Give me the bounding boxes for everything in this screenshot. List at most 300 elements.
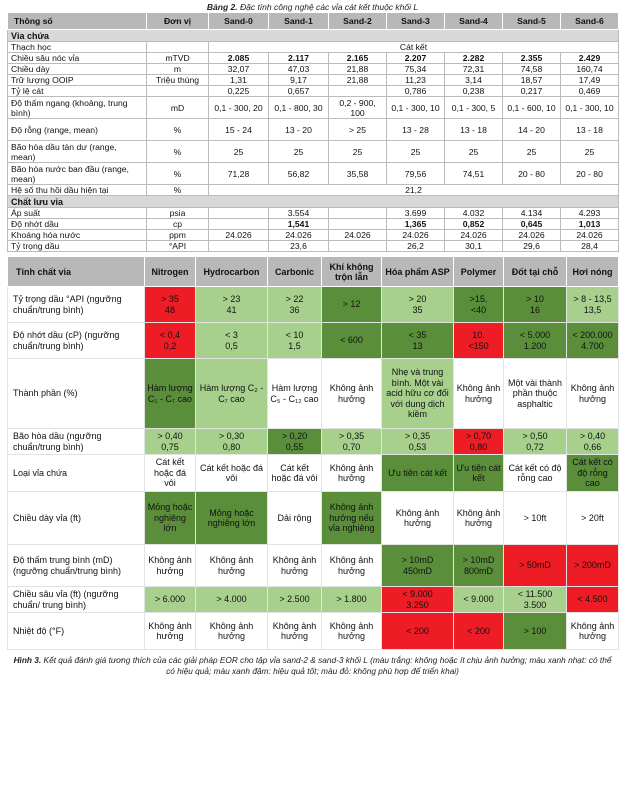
rating-cell xyxy=(196,429,268,455)
table-row xyxy=(8,141,619,163)
value-cell: 25 xyxy=(561,141,619,163)
rating-text: < 600 xyxy=(340,335,363,346)
value-cell: 56,82 xyxy=(269,163,329,185)
rating-text: < 0,4 0,2 xyxy=(159,330,181,351)
rating-cell xyxy=(145,455,196,492)
value-cell xyxy=(329,86,387,97)
rating-text: < 5.000 1.200 xyxy=(519,330,551,351)
table-row xyxy=(8,219,619,230)
eor-row xyxy=(8,545,619,587)
unit-cell: ppm xyxy=(147,230,209,241)
property-cell: Loại vỉa chứa xyxy=(8,455,145,492)
value-cell: 0,1 - 300, 10 xyxy=(561,97,619,119)
value-cell: 2.355 xyxy=(503,53,561,64)
param-cell: Tỷ trọng dầu xyxy=(8,241,147,252)
value-cell xyxy=(209,219,269,230)
unit-cell: °API xyxy=(147,241,209,252)
value-cell: 35,58 xyxy=(329,163,387,185)
unit-cell: Triệu thùng xyxy=(147,75,209,86)
property-cell: Nhiệt độ (°F) xyxy=(8,613,145,650)
value-cell: 0,1 - 600, 10 xyxy=(503,97,561,119)
rating-text: Cát kết có độ rỗng cao xyxy=(508,462,562,483)
rating-cell xyxy=(268,455,322,492)
rating-cell xyxy=(322,587,382,613)
column-header: Sand-5 xyxy=(503,13,561,30)
column-header: Thông số xyxy=(8,13,147,30)
section-title: Vỉa chứa xyxy=(8,30,619,42)
rating-cell xyxy=(322,287,382,323)
rating-text: > 10mD 450mD xyxy=(401,555,434,576)
value-cell: 1,365 xyxy=(387,219,445,230)
rating-cell xyxy=(268,429,322,455)
value-cell: 74,51 xyxy=(445,163,503,185)
value-cell: 17,49 xyxy=(561,75,619,86)
rating-cell xyxy=(454,492,504,545)
rating-cell xyxy=(268,359,322,429)
section-row xyxy=(8,196,619,208)
table-header-row xyxy=(8,13,619,30)
unit-cell xyxy=(147,42,209,53)
value-cell: 4.032 xyxy=(445,208,503,219)
param-cell: Chiều dày xyxy=(8,64,147,75)
rating-text: > 0,35 0,53 xyxy=(404,431,431,452)
rating-cell xyxy=(268,287,322,323)
unit-cell: psia xyxy=(147,208,209,219)
value-cell: 24.026 xyxy=(503,230,561,241)
property-cell: Bão hòa dầu (ngưỡng chuẩn/trung bình) xyxy=(8,429,145,455)
value-cell: 21,88 xyxy=(329,75,387,86)
rating-cell xyxy=(382,492,454,545)
eor-screening-table xyxy=(7,256,619,650)
rating-cell xyxy=(567,587,619,613)
rating-cell xyxy=(504,613,567,650)
rating-text: >15. <40 xyxy=(469,294,488,315)
value-cell: 13 - 18 xyxy=(561,119,619,141)
value-cell: 13 - 28 xyxy=(387,119,445,141)
rating-cell xyxy=(454,613,504,650)
rating-cell xyxy=(268,545,322,587)
rating-cell xyxy=(454,455,504,492)
rating-text: Ưu tiên cát kết xyxy=(456,462,501,483)
table-row xyxy=(8,75,619,86)
rating-text: > 0,50 0,72 xyxy=(522,431,548,452)
value-cell: 26,2 xyxy=(387,241,445,252)
rating-cell xyxy=(196,613,268,650)
value-cell: 0,1 - 300, 10 xyxy=(387,97,445,119)
rating-text: Hàm lượng C₂ - C₇ cao xyxy=(199,383,264,404)
table-row xyxy=(8,53,619,64)
param-cell: Thạch học xyxy=(8,42,147,53)
rating-text: > 2.500 xyxy=(279,594,310,605)
rating-cell xyxy=(567,287,619,323)
value-cell: 0,217 xyxy=(503,86,561,97)
rating-cell xyxy=(382,323,454,359)
value-cell: 20 - 80 xyxy=(561,163,619,185)
rating-text: > 0,40 0,75 xyxy=(157,431,183,452)
rating-text: Nhẹ và trung bình. Một vài acid hữu cơ đối với dung dịch kiềm xyxy=(386,367,449,420)
value-cell: 24.026 xyxy=(209,230,269,241)
eor-row xyxy=(8,429,619,455)
unit-cell: m xyxy=(147,64,209,75)
rating-text: Không ảnh hưởng xyxy=(148,555,192,576)
rating-cell xyxy=(567,455,619,492)
value-cell: 0,657 xyxy=(269,86,329,97)
value-cell: 28,4 xyxy=(561,241,619,252)
column-header: Sand-1 xyxy=(269,13,329,30)
rating-cell xyxy=(454,323,504,359)
value-cell: Cát kết xyxy=(209,42,619,53)
rating-cell xyxy=(196,587,268,613)
rating-text: > 35 48 xyxy=(161,294,179,315)
rating-cell xyxy=(454,545,504,587)
eor-column-header: Đốt tại chỗ xyxy=(504,257,567,287)
param-cell: Độ rỗng (range, mean) xyxy=(8,119,147,141)
column-header: Đơn vị xyxy=(147,13,209,30)
rating-text: > 20 35 xyxy=(408,294,427,315)
rating-cell xyxy=(382,429,454,455)
figure-caption-label: Hình 3. xyxy=(13,655,42,665)
rating-text: Không ảnh hưởng xyxy=(272,620,317,641)
rating-cell xyxy=(268,492,322,545)
rating-cell xyxy=(382,545,454,587)
value-cell: 25 xyxy=(445,141,503,163)
rating-cell xyxy=(567,359,619,429)
value-cell: 4.134 xyxy=(503,208,561,219)
rating-cell xyxy=(196,545,268,587)
value-cell: 3,14 xyxy=(445,75,503,86)
column-header: Sand-4 xyxy=(445,13,503,30)
eor-row xyxy=(8,613,619,650)
rating-cell xyxy=(382,613,454,650)
param-cell: Hệ số thu hồi dầu hiện tại xyxy=(8,185,147,196)
rating-cell xyxy=(322,545,382,587)
value-cell xyxy=(329,241,387,252)
value-cell: 72,31 xyxy=(445,64,503,75)
rating-text: > 10mD 800mD xyxy=(462,555,495,576)
rating-text: Không ảnh hưởng xyxy=(329,462,374,483)
value-cell: 24.026 xyxy=(561,230,619,241)
value-cell: 18,57 xyxy=(503,75,561,86)
rating-cell xyxy=(145,287,196,323)
eor-row xyxy=(8,587,619,613)
rating-text: Không ảnh hưởng xyxy=(209,620,254,641)
value-cell: 2.282 xyxy=(445,53,503,64)
table-row xyxy=(8,163,619,185)
value-cell xyxy=(329,208,387,219)
table-row xyxy=(8,86,619,97)
value-cell: 2.085 xyxy=(209,53,269,64)
rating-text: Mỏng hoặc nghiêng lớn xyxy=(207,507,256,528)
property-cell: Độ thấm trung bình (mD) (ngưỡng chuẩn/trung bình) xyxy=(8,545,145,587)
value-cell: 25 xyxy=(387,141,445,163)
eor-column-header: Hơi nóng xyxy=(567,257,619,287)
rating-text: > 0,30 0,80 xyxy=(218,431,245,452)
rating-cell xyxy=(196,287,268,323)
eor-column-header: Nitrogen xyxy=(145,257,196,287)
column-header: Sand-2 xyxy=(329,13,387,30)
rating-cell xyxy=(196,492,268,545)
rating-text: < 200.000 4.700 xyxy=(572,330,613,351)
rating-text: > 22 36 xyxy=(285,294,304,315)
property-cell: Độ nhớt dầu (cP) (ngưỡng chuẩn/trung bình) xyxy=(8,323,145,359)
rating-text: Hàm lượng C₁ - C₇ cao xyxy=(147,383,193,404)
rating-cell xyxy=(145,359,196,429)
table-row xyxy=(8,230,619,241)
unit-cell: % xyxy=(147,141,209,163)
rating-text: Cát kết hoặc đá vôi xyxy=(271,462,318,483)
rating-text: > 10 16 xyxy=(526,294,544,315)
rating-text: Cát kết có độ rỗng cao xyxy=(572,457,613,489)
value-cell: 4.293 xyxy=(561,208,619,219)
rating-cell xyxy=(504,492,567,545)
rating-text: < 9.000 xyxy=(463,594,494,605)
rating-cell xyxy=(454,429,504,455)
rating-text: Dải rộng xyxy=(277,512,312,523)
rating-cell xyxy=(504,545,567,587)
rating-text: > 0,35 0,70 xyxy=(338,431,365,452)
value-cell: 0,238 xyxy=(445,86,503,97)
value-cell: 0,645 xyxy=(503,219,561,230)
rating-text: < 11.500 3.500 xyxy=(517,589,553,610)
rating-cell xyxy=(567,492,619,545)
rating-cell xyxy=(322,323,382,359)
value-cell: 74,58 xyxy=(503,64,561,75)
rating-text: Không ảnh hưởng xyxy=(570,620,615,641)
rating-cell xyxy=(322,359,382,429)
rating-text: > 20ft xyxy=(581,512,604,523)
rating-cell xyxy=(382,587,454,613)
rating-cell xyxy=(504,587,567,613)
eor-row xyxy=(8,455,619,492)
rating-cell xyxy=(454,287,504,323)
param-cell: Áp suất xyxy=(8,208,147,219)
table-caption-text: Đặc tính công nghệ các vỉa cát kết thuộc khối L xyxy=(239,2,419,12)
rating-cell xyxy=(196,359,268,429)
value-cell: 25 xyxy=(209,141,269,163)
rating-cell xyxy=(145,492,196,545)
rating-text: Hàm lượng C₅ - C₁₂ cao xyxy=(270,383,319,404)
rating-cell xyxy=(504,359,567,429)
eor-header-row xyxy=(8,257,619,287)
value-cell: 0,852 xyxy=(445,219,503,230)
table-row xyxy=(8,119,619,141)
rating-cell xyxy=(382,287,454,323)
rating-text: 10. <150 xyxy=(468,330,489,351)
table-caption xyxy=(0,0,625,12)
eor-column-header: Tính chất vỉa xyxy=(8,257,145,287)
value-cell: 0,225 xyxy=(209,86,269,97)
rating-text: > 50mD xyxy=(519,560,551,571)
value-cell: 47,03 xyxy=(269,64,329,75)
value-cell: 13 - 20 xyxy=(269,119,329,141)
column-header: Sand-6 xyxy=(561,13,619,30)
value-cell: 20 - 80 xyxy=(503,163,561,185)
rating-text: Mỏng hoặc nghiêng lớn xyxy=(147,502,193,534)
rating-text: < 9.000 3.250 xyxy=(402,589,433,610)
rating-cell xyxy=(196,455,268,492)
param-cell: Trữ lượng OOIP xyxy=(8,75,147,86)
rating-text: > 6.000 xyxy=(154,594,186,605)
rating-cell xyxy=(567,545,619,587)
param-cell: Bão hòa nước ban đầu (range, mean) xyxy=(8,163,147,185)
value-cell: 11,23 xyxy=(387,75,445,86)
rating-cell xyxy=(145,613,196,650)
rating-cell xyxy=(322,429,382,455)
rating-text: Không ảnh hưởng xyxy=(570,383,615,404)
rating-text: Không ảnh hưởng xyxy=(456,383,501,404)
value-cell: 3.554 xyxy=(269,208,329,219)
property-cell: Tỷ trọng dầu °API (ngưỡng chuẩn/trung bình) xyxy=(8,287,145,323)
value-cell: 2.165 xyxy=(329,53,387,64)
rating-text: > 1.800 xyxy=(336,594,367,605)
table-row xyxy=(8,97,619,119)
eor-column-header: Khí không trộn lẫn xyxy=(322,257,382,287)
rating-cell xyxy=(145,545,196,587)
rating-text: Không ảnh hưởng xyxy=(395,507,440,528)
value-cell: 1,013 xyxy=(561,219,619,230)
param-cell: Độ thấm ngang (khoảng, trung bình) xyxy=(8,97,147,119)
rating-text: Không ảnh hưởng xyxy=(272,555,317,576)
unit-cell: cp xyxy=(147,219,209,230)
reservoir-properties-table xyxy=(7,12,619,252)
value-cell: 24.026 xyxy=(329,230,387,241)
param-cell: Độ nhớt dầu xyxy=(8,219,147,230)
rating-text: < 200 xyxy=(406,625,429,636)
property-cell: Chiều sâu vỉa (ft) (ngưỡng chuẩn/ trung bình) xyxy=(8,587,145,613)
value-cell xyxy=(329,219,387,230)
value-cell: 30,1 xyxy=(445,241,503,252)
value-cell: 14 - 20 xyxy=(503,119,561,141)
value-cell: 24.026 xyxy=(269,230,329,241)
eor-column-header: Carbonic xyxy=(268,257,322,287)
rating-text: Không ảnh hưởng xyxy=(148,620,192,641)
eor-column-header: Hydrocarbon xyxy=(196,257,268,287)
value-cell: 15 - 24 xyxy=(209,119,269,141)
param-cell: Khoáng hóa nước xyxy=(8,230,147,241)
section-row xyxy=(8,30,619,42)
value-cell: 21,2 xyxy=(209,185,619,196)
rating-text: Ưu tiên cát kết xyxy=(388,467,447,478)
figure-caption-text: Kết quả đánh giá tương thích của các giải pháp EOR cho tập vỉa sand-2 & sand-3 khối L (màu trắng: không hoặc ít chịu ảnh hưởng; màu xanh nhạt: có thể có hiệu quả; màu xanh đậm: hiệu quả tốt; màu đỏ: không phù hợp để triển khai) xyxy=(43,655,612,676)
rating-cell xyxy=(504,287,567,323)
rating-text: > 4.000 xyxy=(216,594,247,605)
value-cell: 23,6 xyxy=(269,241,329,252)
value-cell: 29,6 xyxy=(503,241,561,252)
table-row xyxy=(8,185,619,196)
rating-cell xyxy=(145,323,196,359)
rating-text: > 0,20 0,55 xyxy=(281,431,308,452)
property-cell: Chiều dày vỉa (ft) xyxy=(8,492,145,545)
unit-cell: % xyxy=(147,163,209,185)
value-cell: 24.026 xyxy=(387,230,445,241)
value-cell: 21,88 xyxy=(329,64,387,75)
table-row xyxy=(8,241,619,252)
rating-cell xyxy=(268,613,322,650)
rating-cell xyxy=(454,359,504,429)
rating-cell xyxy=(504,323,567,359)
value-cell: 24.026 xyxy=(445,230,503,241)
rating-cell xyxy=(322,455,382,492)
value-cell: 0,2 - 900, 100 xyxy=(329,97,387,119)
rating-text: > 200mD xyxy=(574,560,611,571)
column-header: Sand-0 xyxy=(209,13,269,30)
unit-cell: % xyxy=(147,119,209,141)
rating-cell xyxy=(145,587,196,613)
param-cell: Tỷ lệ cát xyxy=(8,86,147,97)
value-cell: 32,07 xyxy=(209,64,269,75)
value-cell: 9,17 xyxy=(269,75,329,86)
param-cell: Chiều sâu nóc vỉa xyxy=(8,53,147,64)
rating-text: Không ảnh hưởng xyxy=(456,507,501,528)
unit-cell: % xyxy=(147,185,209,196)
unit-cell: mTVD xyxy=(147,53,209,64)
rating-text: > 0,70 0,80 xyxy=(465,431,492,452)
rating-cell xyxy=(382,359,454,429)
value-cell: 79,56 xyxy=(387,163,445,185)
rating-text: < 35 13 xyxy=(408,330,427,351)
rating-cell xyxy=(567,323,619,359)
rating-cell xyxy=(504,455,567,492)
eor-row xyxy=(8,359,619,429)
rating-text: Không ảnh hưởng nếu vỉa nghiêng xyxy=(328,502,375,534)
rating-text: Không ảnh hưởng xyxy=(329,555,374,576)
table-row xyxy=(8,208,619,219)
value-cell: 71,28 xyxy=(209,163,269,185)
rating-text: < 4.500 xyxy=(577,594,608,605)
rating-text: Không ảnh hưởng xyxy=(209,555,254,576)
rating-cell xyxy=(454,587,504,613)
rating-cell xyxy=(567,613,619,650)
value-cell: 0,1 - 300, 5 xyxy=(445,97,503,119)
rating-cell xyxy=(322,492,382,545)
table-row xyxy=(8,64,619,75)
rating-cell xyxy=(567,429,619,455)
value-cell xyxy=(209,241,269,252)
rating-text: > 23 41 xyxy=(222,294,241,315)
value-cell: 160,74 xyxy=(561,64,619,75)
value-cell: 1,31 xyxy=(209,75,269,86)
eor-column-header: Polymer xyxy=(454,257,504,287)
rating-text: Một vài thành phần thuộc asphaltic xyxy=(507,377,563,409)
rating-text: > 100 xyxy=(523,625,547,636)
value-cell: 2.429 xyxy=(561,53,619,64)
rating-text: > 10ft xyxy=(523,512,547,523)
rating-cell xyxy=(322,613,382,650)
rating-cell xyxy=(268,323,322,359)
value-cell: 13 - 18 xyxy=(445,119,503,141)
value-cell: 2.207 xyxy=(387,53,445,64)
param-cell: Bão hòa dầu tàn dư (range, mean) xyxy=(8,141,147,163)
value-cell: 2.117 xyxy=(269,53,329,64)
property-cell: Thành phần (%) xyxy=(8,359,145,429)
section-title: Chất lưu vỉa xyxy=(8,196,619,208)
rating-text: < 200 xyxy=(467,625,490,636)
rating-cell xyxy=(268,587,322,613)
eor-column-header: Hóa phẩm ASP xyxy=(382,257,454,287)
rating-cell xyxy=(382,455,454,492)
rating-text: Không ảnh hưởng xyxy=(329,620,374,641)
eor-row xyxy=(8,287,619,323)
value-cell: > 25 xyxy=(329,119,387,141)
column-header: Sand-3 xyxy=(387,13,445,30)
rating-text: > 0,40 0,66 xyxy=(579,431,606,452)
rating-text: > 8 - 13,5 13,5 xyxy=(573,294,612,315)
unit-cell xyxy=(147,86,209,97)
rating-text: Không ảnh hưởng xyxy=(329,383,374,404)
eor-row xyxy=(8,323,619,359)
table-caption-label: Bảng 2. xyxy=(206,2,238,12)
rating-cell xyxy=(504,429,567,455)
